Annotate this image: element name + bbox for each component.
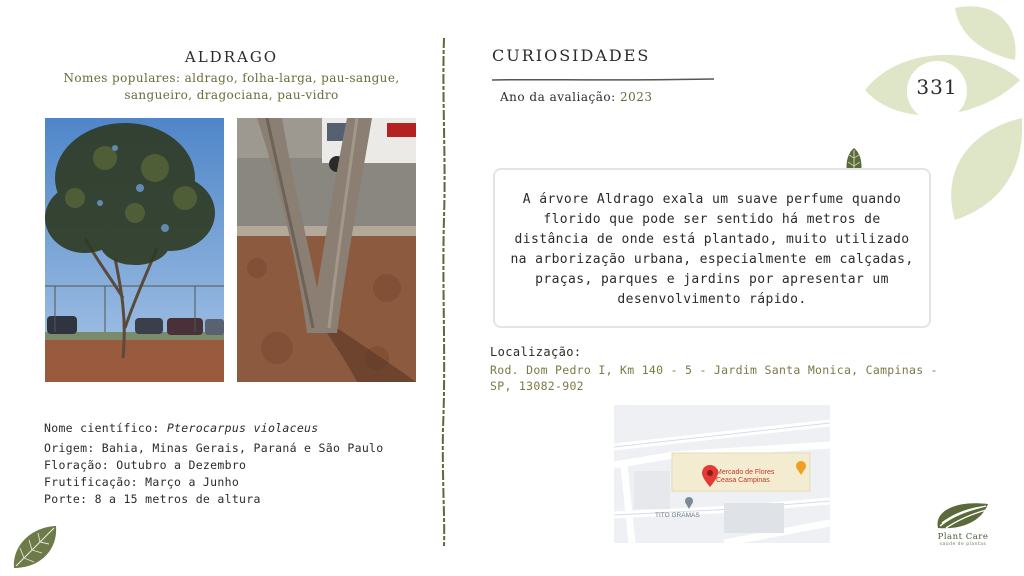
origin-text: Origem: Bahia, Minas Gerais, Paraná e São Paulo [44,441,384,455]
species-facts [44,420,434,508]
curiosities-title: CURIOSIDADES [492,46,651,65]
leaf-bottom-icon [10,522,60,572]
vertical-divider [440,38,448,546]
brand-tagline: saúde de plantas [939,542,987,547]
title-underline [492,68,714,74]
brand-name: Plant Care [937,532,989,542]
curiosity-description-box [493,168,931,328]
tree-trunk-photo [237,118,416,382]
tree-photo-full [45,118,224,382]
scientific-name-value: Pterocarpus violaceus [166,421,319,435]
curiosity-description: A árvore Aldrago exala um suave perfume quando florido que pode ser sentido há metros de distância de onde está plantado, muito utilizado na arborização urbana, especialmente em calçadas, praças, parques e jardins por apresentar um desenvolvimento rápido. [510,192,914,307]
tree-number: 331 [916,75,958,99]
fruiting-text: Frutificação: Março a Junho [44,475,240,489]
scientific-name-label: Nome científico: [44,421,160,435]
location-address[interactable]: Rod. Dom Pedro I, Km 140 - 5 - Jardim Santa Monica, Campinas - SP, 13082-902 [490,363,938,393]
species-title: ALDRAGO [184,48,279,66]
map-secondary-label: TITO GRAMAS [655,512,700,519]
map-place-line2: Ceasa Campinas [716,477,770,484]
size-text: Porte: 8 a 15 metros de altura [44,492,261,506]
year-label: Ano da avaliação: [500,90,616,104]
popular-names: Nomes populares: aldrago, folha-larga, pau-sangue, sangueiro, dragociana, pau-vidro [63,71,400,102]
map-place-line1: Mercado de Flores [716,469,775,476]
scientific-name [44,420,434,437]
evaluation-year [500,90,653,104]
flowering-text: Floração: Outubro a Dezembro [44,458,247,472]
map-place-label [716,469,774,485]
year-value: 2023 [619,90,653,104]
location-label: Localização: [490,345,582,359]
